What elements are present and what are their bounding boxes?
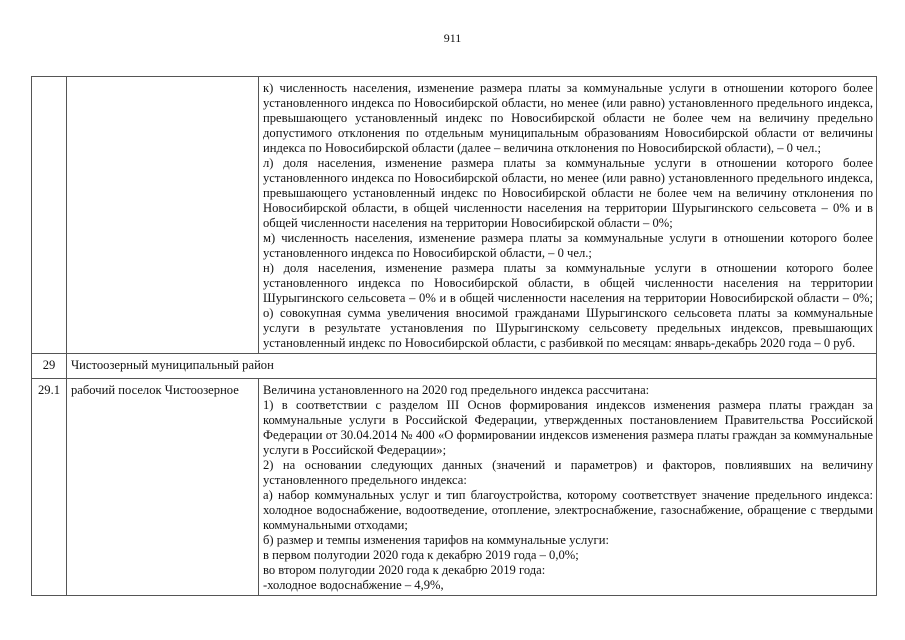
text-line: к) численность населения, изменение размера платы за коммунальные услуги в отношении которого более [263, 81, 873, 95]
text-line: б) размер и темпы изменения тарифов на коммунальные услуги: [263, 533, 609, 547]
text-line: услуги в Российской Федерации»; [263, 443, 447, 457]
table-row [32, 379, 877, 596]
description-text [263, 81, 873, 351]
text-line: допустимого отклонения по отдельным муниципальным образованиям Новосибирской области от величины [263, 126, 873, 140]
text-line: установленный индекс по Новосибирской области, с разбивкой по месяцам: январь-декабрь 2020 года – 0 руб. [263, 336, 856, 350]
text-line: холодное водоснабжение, водоотведение, отопление, электроснабжение, газоснабжение, обращение с твердыми [263, 503, 873, 517]
text-line: а) набор коммунальных услуг и тип благоустройства, которому соответствует значение предельного индекса: [263, 488, 873, 502]
text-line: установленного индекса по Новосибирской области, но менее (или равно) установленного предельного индекса, [263, 171, 873, 185]
description-text [263, 383, 873, 593]
text-line: Величина установленного на 2020 год предельного индекса рассчитана: [263, 383, 650, 397]
text-line: л) доля населения, изменение размера платы за коммунальные услуги в отношении которого более [263, 156, 873, 170]
text-line: общей численности населения на территории Новосибирской области – 0%; [263, 216, 673, 230]
text-line: установленного индекса по Новосибирской области, – 0 чел.; [263, 246, 592, 260]
text-line: м) численность населения, изменение размера платы за коммунальные услуги в отношении которого более [263, 231, 873, 245]
row-number-cell [32, 77, 67, 354]
text-line: установленного индекса по Новосибирской области, но менее (или равно) установленного предельного индекса, [263, 96, 873, 110]
text-line: Новосибирской области, в общей численности населения на территории Шурыгинского сельсовета – 0% и в [263, 201, 873, 215]
text-line: 2) на основании следующих данных (значений и параметров) и факторов, повлиявших на величину [263, 458, 873, 472]
text-line: Федерации от 30.04.2014 № 400 «О формировании индексов изменения размера платы граждан за коммунальные [263, 428, 873, 442]
page-number: 911 [443, 31, 462, 45]
text-line: н) доля населения, изменение размера платы за коммунальные услуги в отношении которого более [263, 261, 873, 275]
row-number-cell: 29.1 [32, 379, 67, 596]
text-line: коммунальные услуги в Российской Федерации, утвержденных постановлением Правительства Российской [263, 413, 873, 427]
text-line: превышающего установленный индекс по Новосибирской области не более чем на величину предельно [263, 111, 873, 125]
text-line: 1) в соответствии с разделом III Основ формирования индексов изменения размера платы граждан за [263, 398, 873, 412]
text-line: индекса по Новосибирской области (далее – величина отклонения по Новосибирской области), – 0 чел.; [263, 141, 821, 155]
text-line: о) совокупная сумма увеличения вносимой гражданами Шурыгинского сельсовета платы за коммунальные [263, 306, 873, 320]
text-line: превышающего установленный индекс по Новосибирской области не более чем на величину отклонения по [263, 186, 873, 200]
text-line: Шурыгинского сельсовета – 0% и в общей численности населения на территории Новосибирской области – 0%; [263, 291, 873, 305]
description-cell [259, 77, 877, 354]
text-line: установленного индекса по Новосибирской области, в общей численности населения на территории [263, 276, 873, 290]
text-line: в первом полугодии 2020 года к декабрю 2019 года – 0,0%; [263, 548, 579, 562]
text-line: установленного предельного индекса: [263, 473, 467, 487]
text-line: во втором полугодии 2020 года к декабрю 2019 года: [263, 563, 546, 577]
description-cell [259, 379, 877, 596]
district-name-cell: Чистоозерный муниципальный район [67, 354, 877, 379]
row-number-cell: 29 [32, 354, 67, 379]
document-table [31, 76, 877, 596]
text-line: коммунальными отходами; [263, 518, 408, 532]
text-line: -холодное водоснабжение – 4,9%, [263, 578, 444, 592]
settlement-name-cell: рабочий поселок Чистоозерное [67, 379, 259, 596]
table-row [32, 354, 877, 379]
settlement-name-cell [67, 77, 259, 354]
table-row [32, 77, 877, 354]
text-line: услуги в результате установления по Шурыгинскому сельсовету предельных индексов, превышающих [263, 321, 873, 335]
